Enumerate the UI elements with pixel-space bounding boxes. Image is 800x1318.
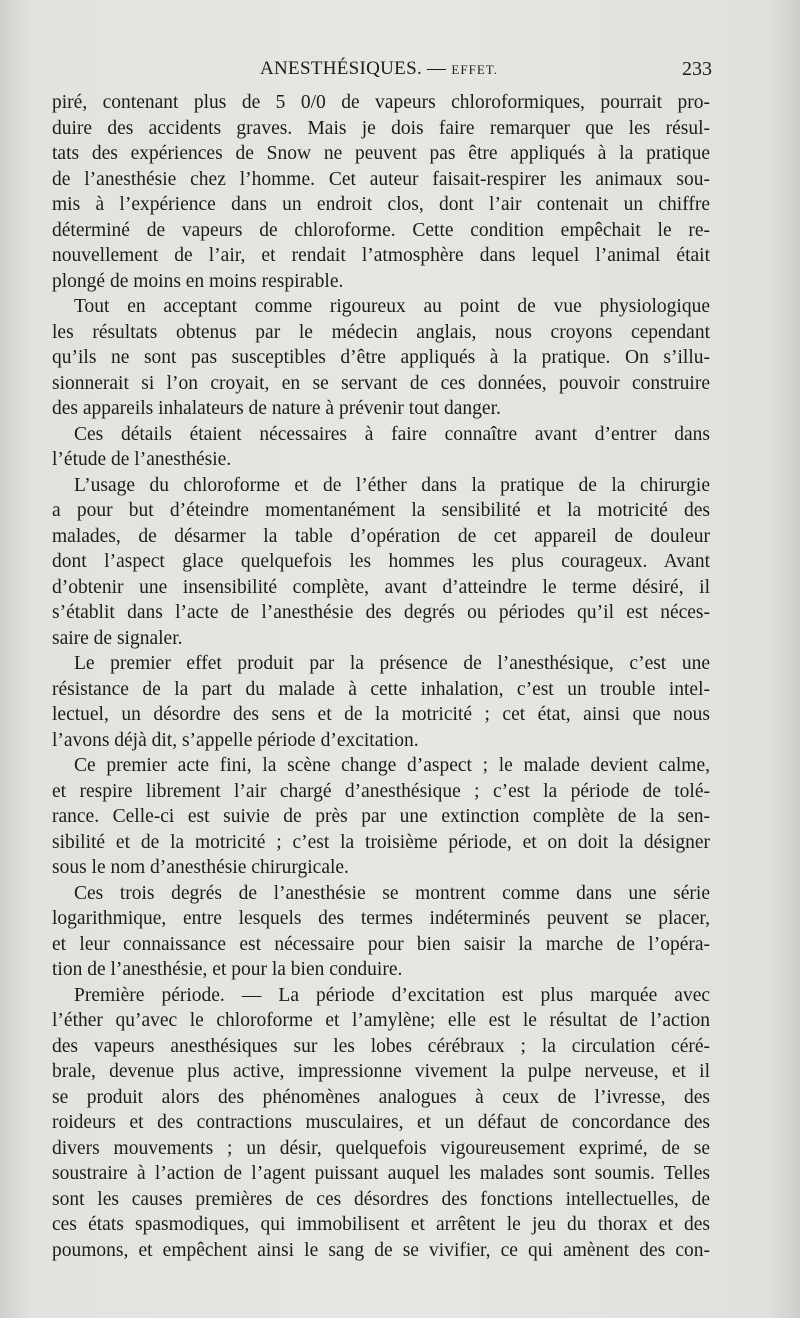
text-line: tats des expériences de Snow ne peuvent pas être appliqués à la pratique [52, 143, 710, 164]
text-line: logarithmique, entre lesquels des termes indéterminés peuvent se placer, [52, 908, 710, 929]
text-line: L’usage du chloroforme et de l’éther dans la pratique de la chirurgie [74, 474, 710, 496]
text-line: l’avons déjà dit, s’appelle période d’excitation. [52, 729, 419, 751]
text-line: sionnerait si l’on croyait, en se servant de ces données, pouvoir construire [52, 372, 710, 394]
text-line: Première période. — La période d’excitation est plus marquée avec [74, 984, 710, 1006]
text-line: divers mouvements ; un désir, quelquefois vigoureusement exprimé, de se [52, 1137, 710, 1159]
text-line: Ces détails étaient nécessaires à faire connaître avant d’entrer dans [74, 423, 710, 445]
text-line: d’obtenir une insensibilité complète, avant d’atteindre le terme désiré, il [52, 576, 710, 598]
text-line: plongé de moins en moins respirable. [52, 270, 344, 292]
body-text [52, 90, 710, 1263]
text-line: Tout en acceptant comme rigoureux au point de vue physiologique [74, 296, 710, 317]
text-line: lectuel, un désordre des sens et de la motricité ; cet état, ainsi que nous [52, 704, 710, 725]
text-line: malades, de désarmer la table d’opération de cet appareil de douleur [52, 525, 710, 547]
text-line: rance. Celle-ci est suivie de près par une extinction complète de la sen- [52, 806, 710, 827]
text-line: s’établit dans l’acte de l’anesthésie des degrés ou périodes qu’il est néces- [52, 602, 710, 623]
text-line: des vapeurs anesthésiques sur les lobes cérébraux ; la circulation céré- [52, 1035, 710, 1057]
text-line: brale, devenue plus active, impressionne vivement la pulpe nerveuse, et il [52, 1061, 710, 1082]
text-line: et respire librement l’air chargé d’anesthésique ; c’est la période de tolé- [52, 780, 710, 802]
text-line: Le premier effet produit par la présence de l’anesthésique, c’est une [74, 653, 710, 674]
text-line: l’étude de l’anesthésie. [52, 449, 232, 470]
text-line: tion de l’anesthésie, et pour la bien conduire. [52, 959, 403, 980]
text-line: sous le nom d’anesthésie chirurgicale. [52, 857, 349, 878]
running-header [52, 56, 712, 86]
text-line: Ces trois degrés de l’anesthésie se montrent comme dans une série [74, 882, 710, 904]
text-line: dont l’aspect glace quelquefois les hommes les plus courageux. Avant [52, 551, 710, 572]
text-line: de l’anesthésie chez l’homme. Cet auteur faisait-respirer les animaux sou- [52, 168, 710, 190]
text-line: roideurs et des contractions musculaires, et un défaut de concordance des [52, 1112, 710, 1133]
page-number: 233 [682, 58, 712, 80]
text-line: et leur connaissance est nécessaire pour bien saisir la marche de l’opéra- [52, 933, 710, 955]
running-title-section: EFFET. [451, 62, 498, 77]
text-line: sont les causes premières de ces désordres des fonctions intellectuelles, de [52, 1188, 710, 1210]
text-line: les résultats obtenus par le médecin anglais, nous croyons cependant [52, 321, 710, 343]
text-line: qu’ils ne sont pas susceptibles d’être appliqués à la pratique. On s’illu- [52, 347, 710, 368]
running-title [260, 58, 498, 80]
text-line: déterminé de vapeurs de chloroforme. Cette condition empêchait le re- [52, 219, 710, 241]
text-line: duire des accidents graves. Mais je dois faire remarquer que les résul- [52, 117, 710, 139]
text-line: se produit alors des phénomènes analogues à ceux de l’ivresse, des [52, 1086, 710, 1108]
text-line: ces états spasmodiques, qui immobilisent et arrêtent le jeu du thorax et des [52, 1214, 710, 1235]
text-line: poumons, et empêchent ainsi le sang de se vivifier, ce qui amènent des con- [52, 1239, 710, 1261]
text-line: l’éther qu’avec le chloroforme et l’amylène; elle est le résultat de l’action [52, 1010, 710, 1031]
text-line: piré, contenant plus de 5 0/0 de vapeurs chloroformiques, pourrait pro- [52, 92, 710, 113]
text-line: a pour but d’éteindre momentanément la sensibilité et la motricité des [52, 500, 710, 521]
running-title-main: ANESTHÉSIQUES. — [260, 58, 447, 79]
text-line: Ce premier acte fini, la scène change d’aspect ; le malade devient calme, [74, 755, 710, 776]
text-line: nouvellement de l’air, et rendait l’atmosphère dans lequel l’animal était [52, 245, 710, 266]
text-line: résistance de la part du malade à cette inhalation, c’est un trouble intel- [52, 678, 710, 700]
text-line: mis à l’expérience dans un endroit clos, dont l’air contenait un chiffre [52, 194, 710, 215]
text-line: sibilité et de la motricité ; c’est la troisième période, et on doit la désigner [52, 831, 710, 853]
text-line: des appareils inhalateurs de nature à prévenir tout danger. [52, 398, 501, 419]
text-line: saire de signaler. [52, 627, 183, 649]
text-line: soustraire à l’action de l’agent puissant auquel les malades sont soumis. Telles [52, 1163, 710, 1184]
